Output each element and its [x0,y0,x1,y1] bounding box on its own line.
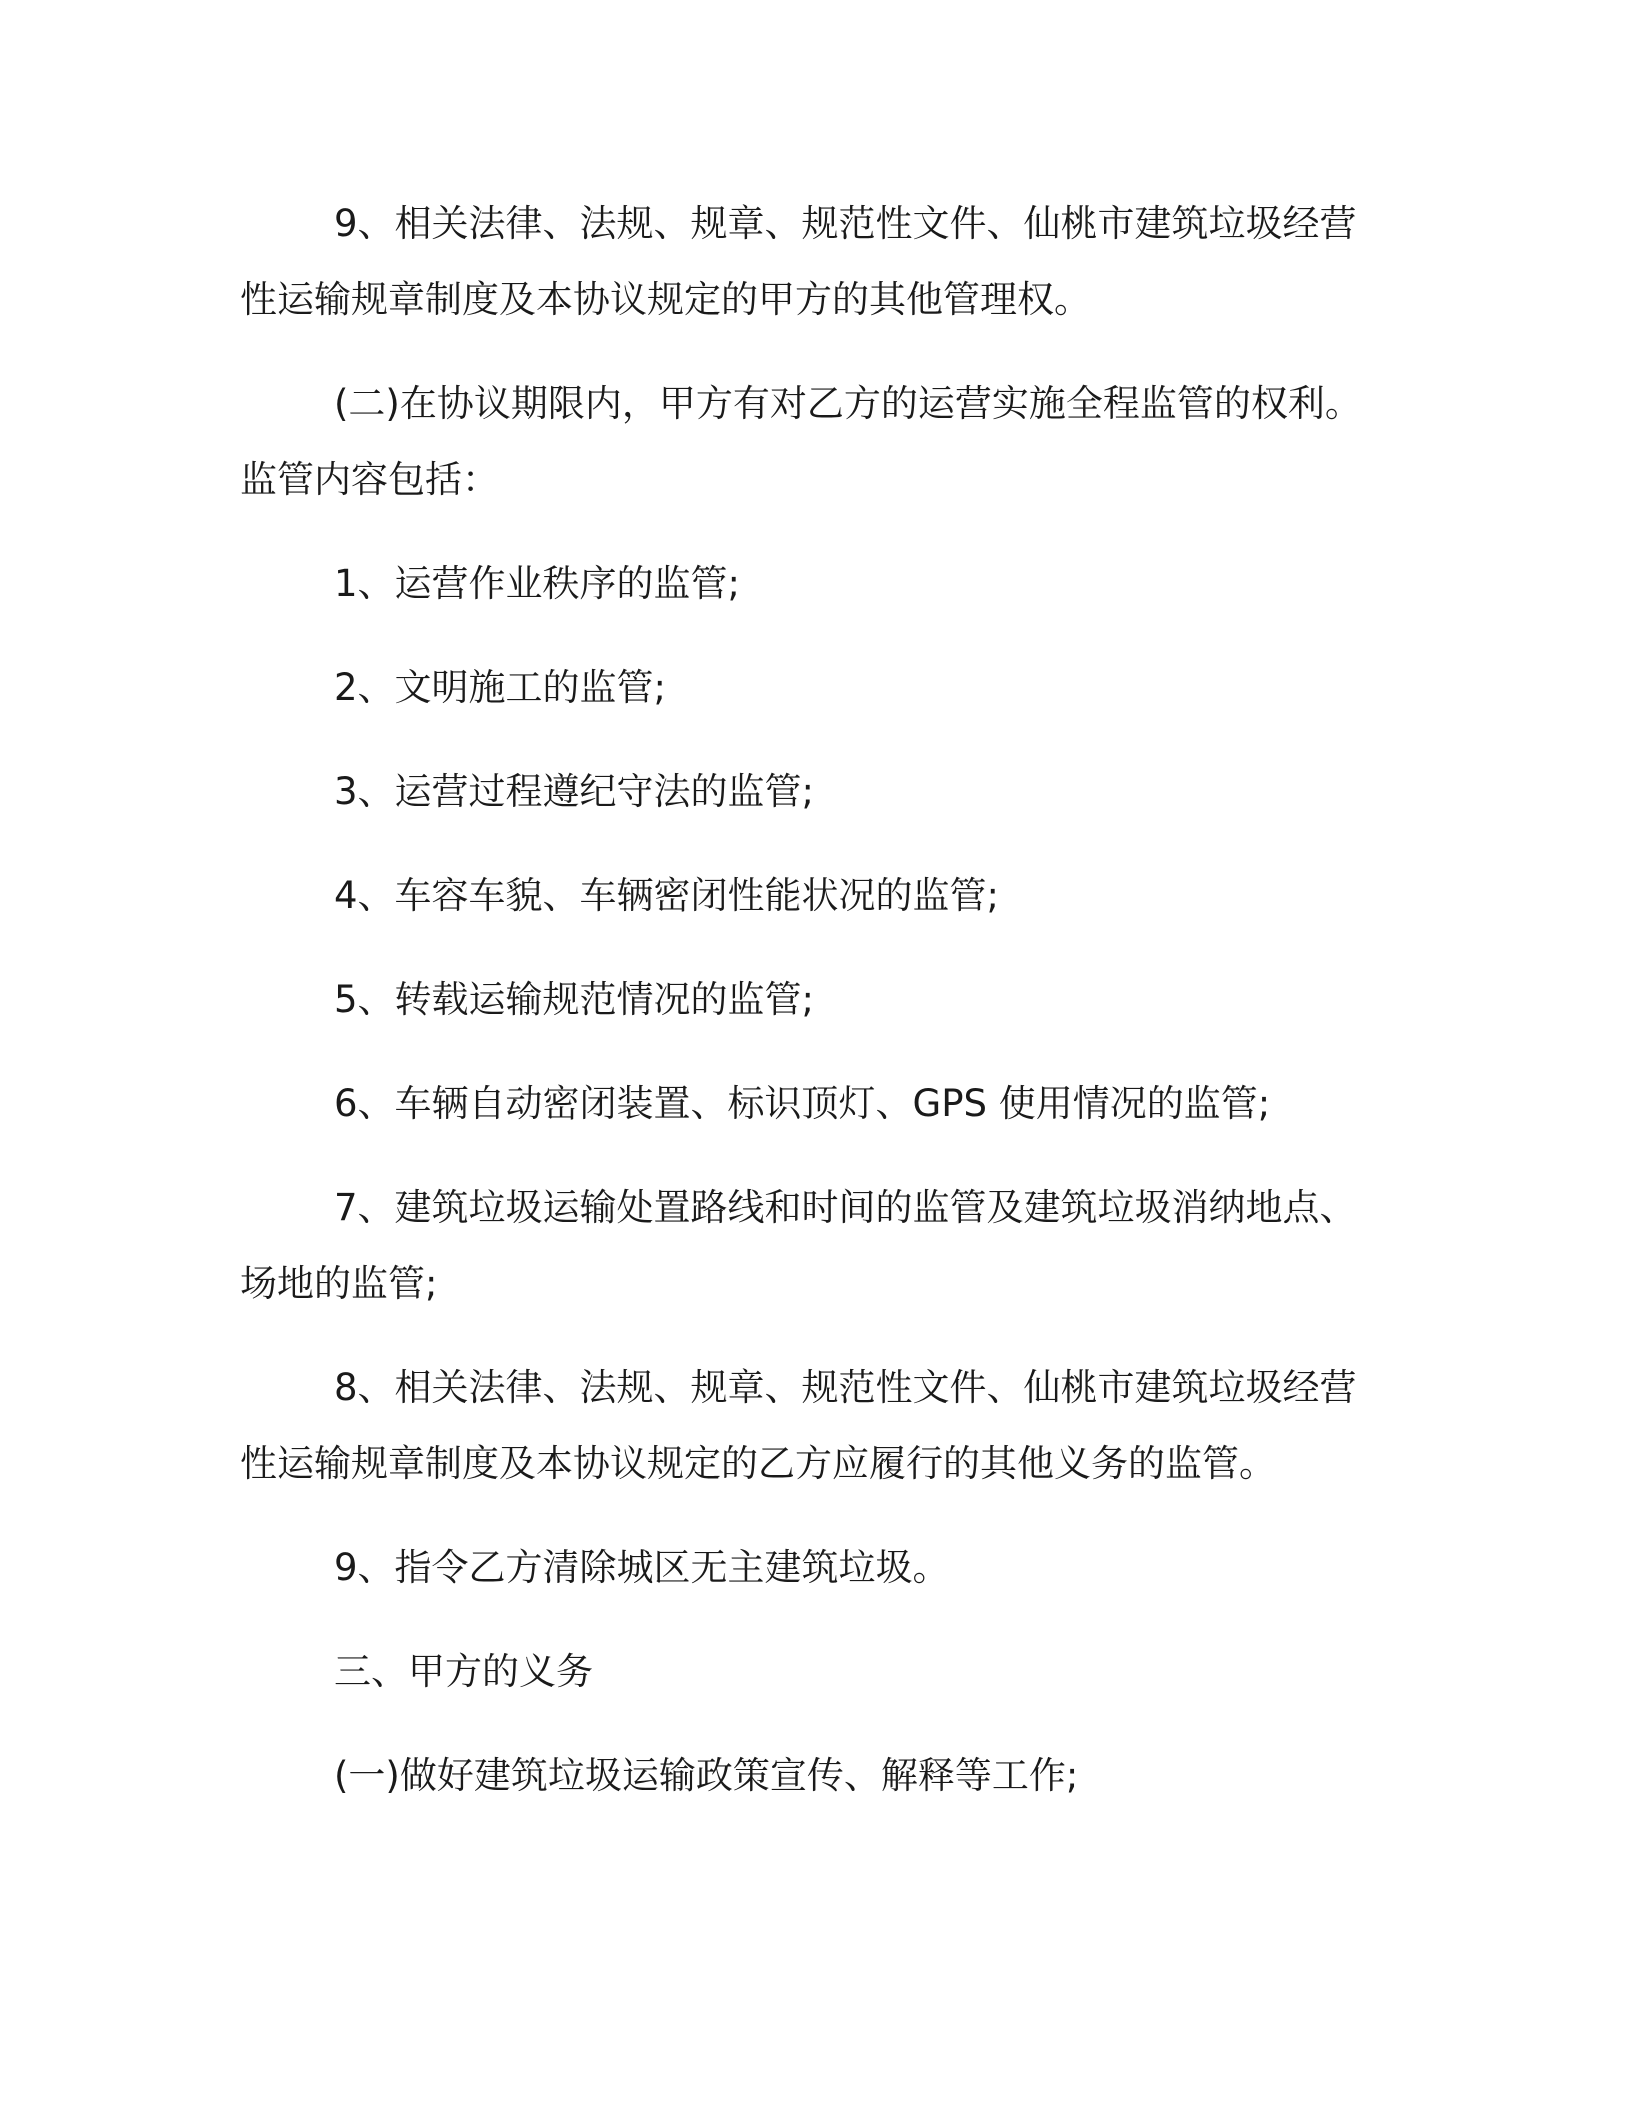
paragraph-supervision-rights: (二)在协议期限内，甲方有对乙方的运营实施全程监管的权利。监管内容包括： [240,382,1362,501]
paragraph-item-9-management-rights: 9、相关法律、法规、规章、规范性文件、仙桃市建筑垃圾经营性运输规章制度及本协议规定的甲方的其他管理权。 [240,202,1357,321]
paragraph-item-4: 4、车容车貌、车辆密闭性能状况的监管; [334,874,1000,917]
paragraph-item-1: 1、运营作业秩序的监管; [334,562,741,605]
paragraph-item-3: 3、运营过程遵纪守法的监管; [334,770,815,813]
paragraph-obligation-1: (一)做好建筑垃圾运输政策宣传、解释等工作; [334,1754,1079,1797]
paragraph-item-9: 9、指令乙方清除城区无主建筑垃圾。 [334,1546,950,1589]
document-body [240,186,1380,1842]
paragraph-item-8: 8、相关法律、法规、规章、规范性文件、仙桃市建筑垃圾经营性运输规章制度及本协议规定的乙方应履行的其他义务的监管。 [240,1366,1357,1485]
paragraph-item-6: 6、车辆自动密闭装置、标识顶灯、GPS 使用情况的监管; [334,1082,1271,1125]
paragraph-item-7: 7、建筑垃圾运输处置路线和时间的监管及建筑垃圾消纳地点、场地的监管; [240,1186,1357,1305]
section-heading-party-a-obligations: 三、甲方的义务 [334,1650,593,1693]
paragraph-item-2: 2、文明施工的监管; [334,666,667,709]
paragraph-item-5: 5、转载运输规范情况的监管; [334,978,815,1021]
